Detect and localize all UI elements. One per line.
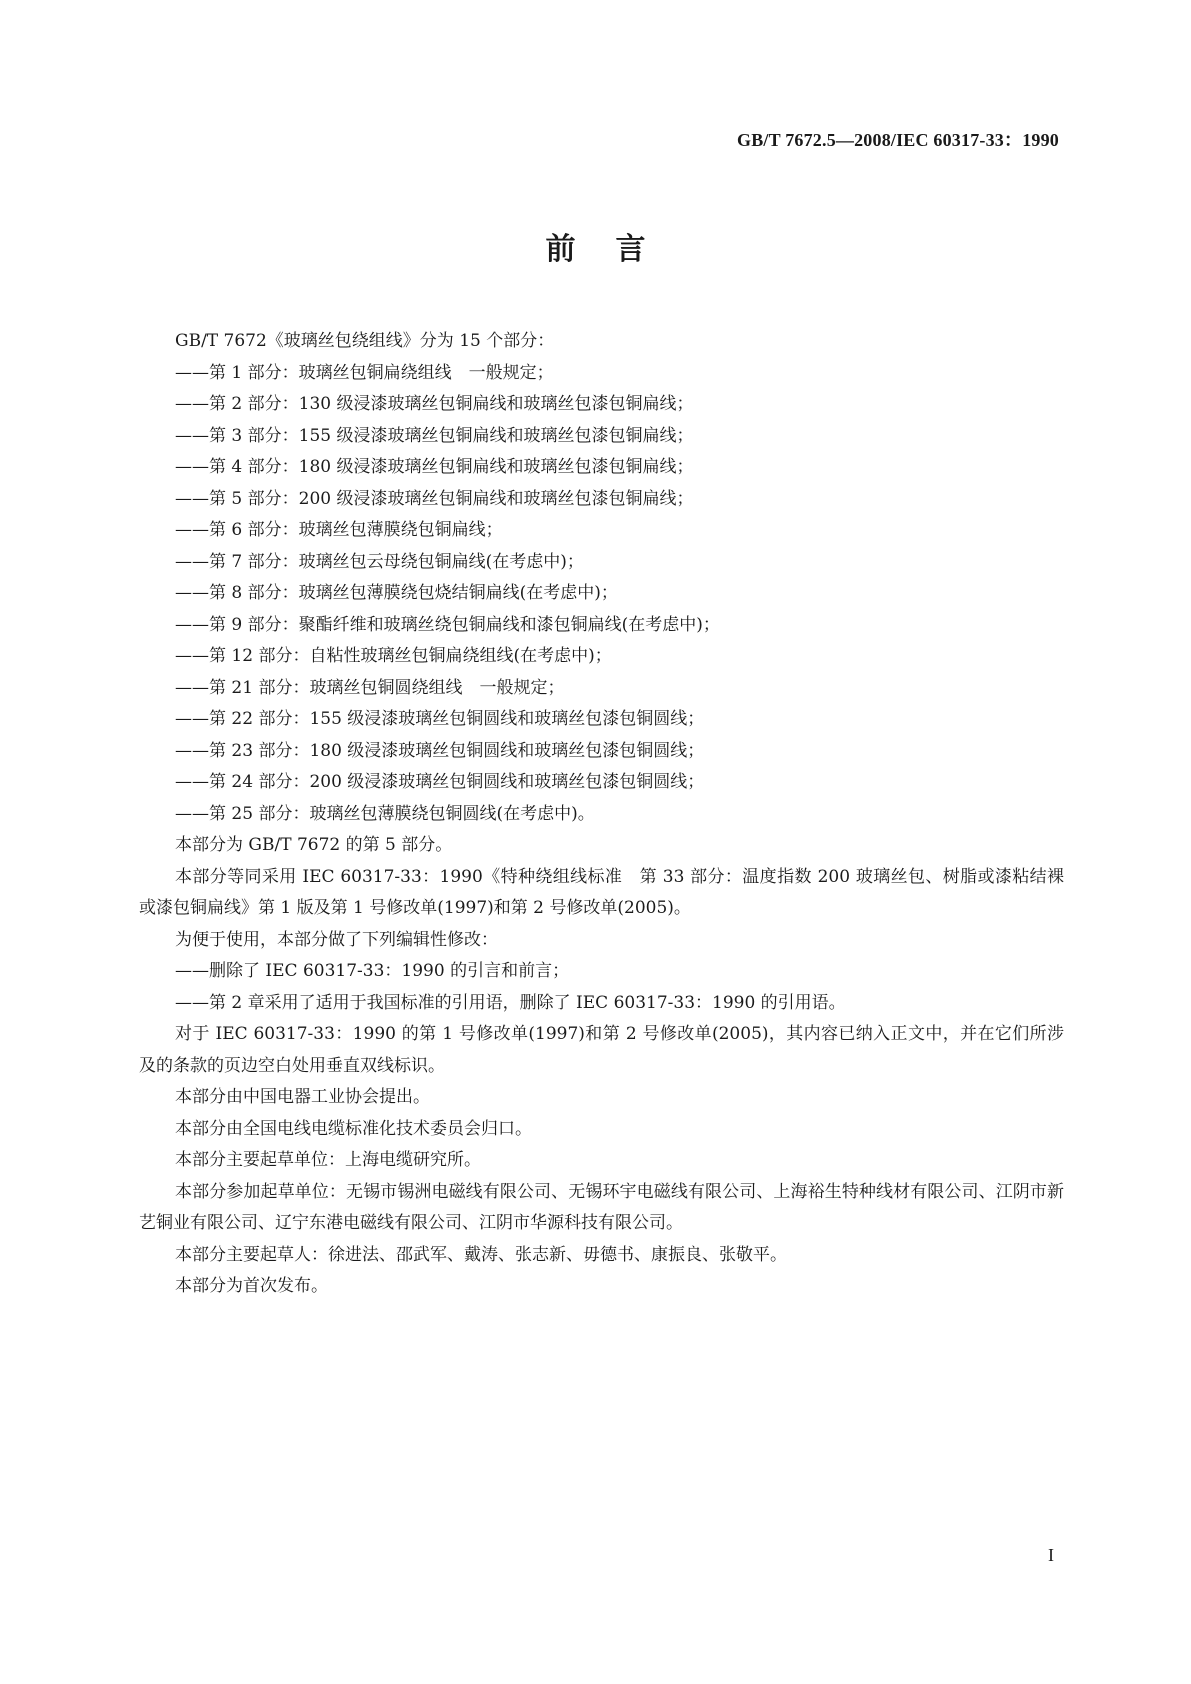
list-item: ——第 4 部分：180 级浸漆玻璃丝包铜扁线和玻璃丝包漆包铜扁线； [175, 457, 694, 477]
list-item: ——第 23 部分：180 级浸漆玻璃丝包铜圆线和玻璃丝包漆包铜圆线； [175, 740, 705, 761]
managed-by-paragraph: 本部分由全国电线电缆标准化技术委员会归口。 [175, 1118, 532, 1139]
list-item: ——第 7 部分：玻璃丝包云母绕包铜扁线(在考虑中)； [175, 551, 584, 572]
list-item: ——第 12 部分：自粘性玻璃丝包铜扁绕组线(在考虑中)； [175, 646, 612, 666]
this-part-paragraph: 本部分为 GB/T 7672 的第 5 部分。 [175, 835, 453, 855]
intro-paragraph: GB/T 7672《玻璃丝包绕组线》分为 15 个部分： [175, 331, 555, 351]
list-item: ——第 9 部分：聚酯纤维和玻璃丝绕包铜扁线和漆包铜扁线(在考虑中)； [175, 614, 720, 635]
foreword-body [139, 326, 1064, 1303]
list-item: ——第 3 部分：155 级浸漆玻璃丝包铜扁线和玻璃丝包漆包铜扁线； [175, 425, 694, 446]
first-release-paragraph: 本部分为首次发布。 [175, 1276, 328, 1296]
list-item: ——第 6 部分：玻璃丝包薄膜绕包铜扁线； [175, 520, 503, 540]
adoption-paragraph: 本部分等同采用 IEC 60317-33：1990《特种绕组线标准 第 33 部分：温度指数 200 玻璃丝包、树脂或漆粘结裸或漆包铜扁线》第 1 版及第 1 号修改单(1997)和第 2 号修改单(2005)。 [139, 866, 1064, 918]
list-item: ——第 21 部分：玻璃丝包铜圆绕组线 一般规定； [175, 677, 565, 698]
list-item: ——第 1 部分：玻璃丝包铜扁绕组线 一般规定； [175, 362, 554, 383]
editorial-intro-paragraph: 为便于使用，本部分做了下列编辑性修改： [175, 929, 498, 950]
drafters-paragraph: 本部分主要起草人：徐进法、邵武军、戴涛、张志新、毋德书、康振良、张敬平。 [175, 1244, 787, 1265]
participating-units-paragraph: 本部分参加起草单位：无锡市锡洲电磁线有限公司、无锡环宇电磁线有限公司、上海裕生特种线材有限公司、江阴市新艺铜业有限公司、辽宁东港电磁线有限公司、江阴市华源科技有限公司。 [139, 1181, 1064, 1233]
list-item: ——第 22 部分：155 级浸漆玻璃丝包铜圆线和玻璃丝包漆包铜圆线； [175, 709, 705, 729]
page-title: 前言 [545, 232, 686, 267]
list-item: ——第 5 部分：200 级浸漆玻璃丝包铜扁线和玻璃丝包漆包铜扁线； [175, 488, 694, 509]
main-drafting-unit-paragraph: 本部分主要起草单位：上海电缆研究所。 [175, 1150, 481, 1170]
proposed-by-paragraph: 本部分由中国电器工业协会提出。 [175, 1087, 430, 1107]
list-item: ——第 2 章采用了适用于我国标准的引用语，删除了 IEC 60317-33：1990 的引用语。 [175, 992, 846, 1013]
standard-code-header: GB/T 7672.5—2008/IEC 60317-33：1990 [737, 130, 1059, 150]
amendments-paragraph: 对于 IEC 60317-33：1990 的第 1 号修改单(1997)和第 2 号修改单(2005)，其内容已纳入正文中，并在它们所涉及的条款的页边空白处用垂直双线标识。 [139, 1024, 1064, 1076]
list-item: ——第 25 部分：玻璃丝包薄膜绕包铜圆线(在考虑中)。 [175, 803, 595, 824]
page-number: I [1048, 1545, 1054, 1565]
list-item: ——第 2 部分：130 级浸漆玻璃丝包铜扁线和玻璃丝包漆包铜扁线； [175, 394, 694, 414]
list-item: ——第 24 部分：200 级浸漆玻璃丝包铜圆线和玻璃丝包漆包铜圆线； [175, 772, 705, 792]
list-item: ——第 8 部分：玻璃丝包薄膜绕包烧结铜扁线(在考虑中)； [175, 583, 618, 603]
list-item: ——删除了 IEC 60317-33：1990 的引言和前言； [175, 961, 570, 981]
